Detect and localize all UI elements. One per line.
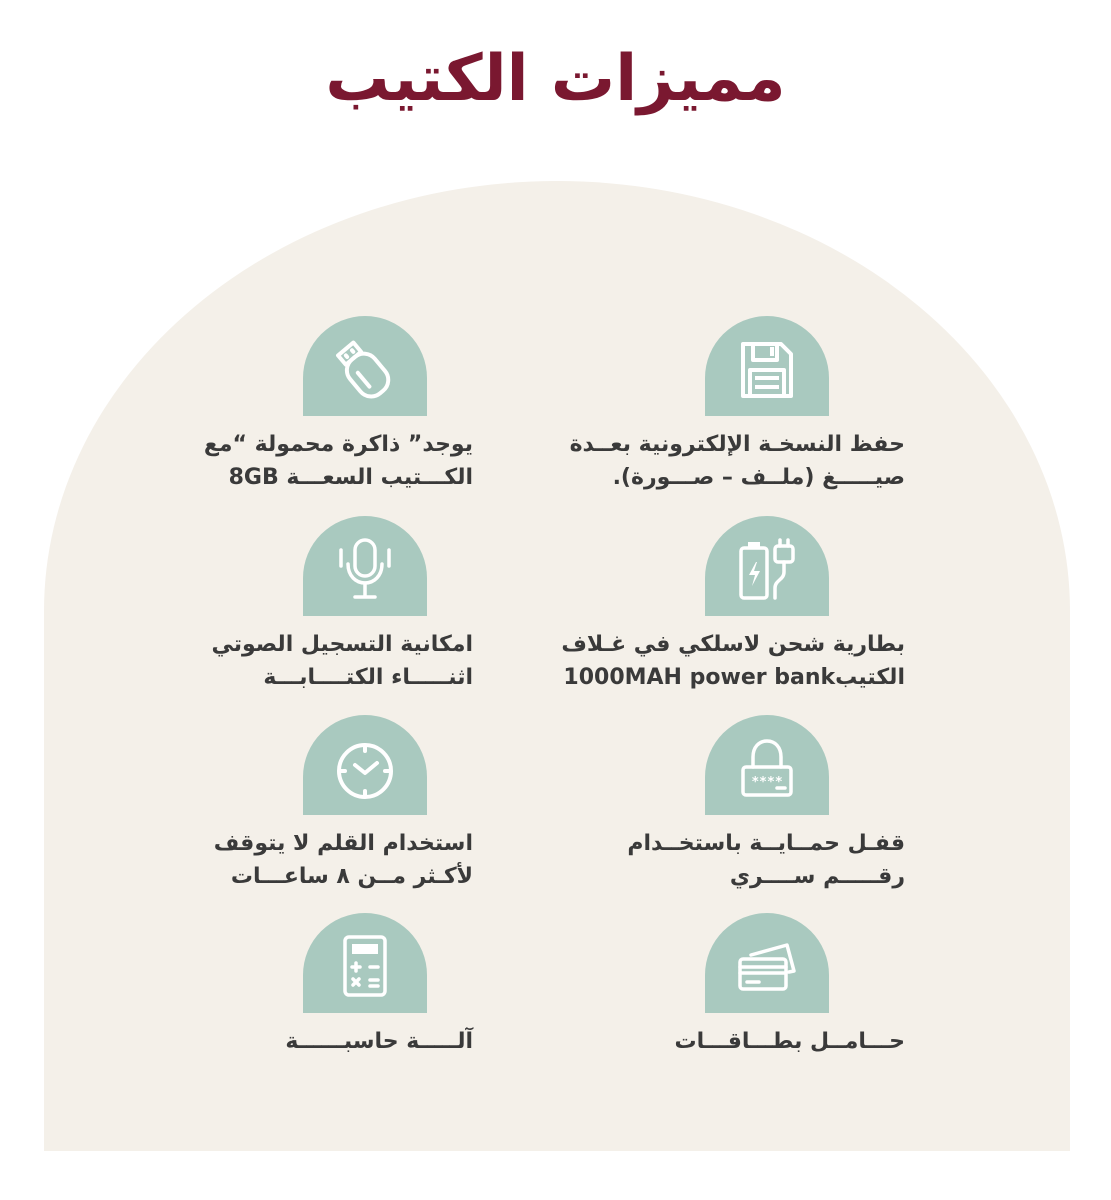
feature-text: [575, 1025, 905, 1058]
feature-line: الكتيب1000MAH power bank: [563, 665, 905, 690]
feature-line: يوجد” ذاكرة محمولة “مع: [203, 432, 473, 457]
feature-text: [143, 628, 473, 694]
feature-line: امكانية التسجيل الصوتي: [211, 632, 473, 657]
feature-line: حفظ النسخـة الإلكترونية بعــدة: [569, 432, 905, 457]
feature-line: حـــامــل بطـــاقـــات: [674, 1029, 905, 1054]
feature-text: [561, 628, 905, 694]
feature-text: [569, 428, 905, 494]
feature-line: لأكـثر مــن ٨ ساعـــات: [230, 864, 473, 889]
feature-line: قفـل حمــايــة باستخــدام: [627, 831, 905, 856]
feature-text: [143, 827, 473, 893]
feature-text: [143, 428, 473, 494]
svg-text:****: ****: [751, 775, 783, 790]
feature-line: بطارية شحن لاسلكي في غـلاف: [561, 632, 905, 657]
feature-line: رقـــــم ســــري: [729, 864, 905, 889]
feature-line: آلـــــة حاسبــــــة: [285, 1029, 473, 1054]
page-title: مميزات الكتيب: [325, 42, 786, 116]
feature-text: [143, 1025, 473, 1058]
feature-line: صيـــــغ (ملــف – صـــورة).: [612, 465, 905, 490]
feature-line: استخدام القلم لا يتوقف: [213, 831, 473, 856]
feature-line: اثنـــــاء الكتــــابـــة: [263, 665, 473, 690]
feature-text: [575, 827, 905, 893]
feature-line: الكـــتيب السعـــة 8GB: [228, 465, 473, 490]
